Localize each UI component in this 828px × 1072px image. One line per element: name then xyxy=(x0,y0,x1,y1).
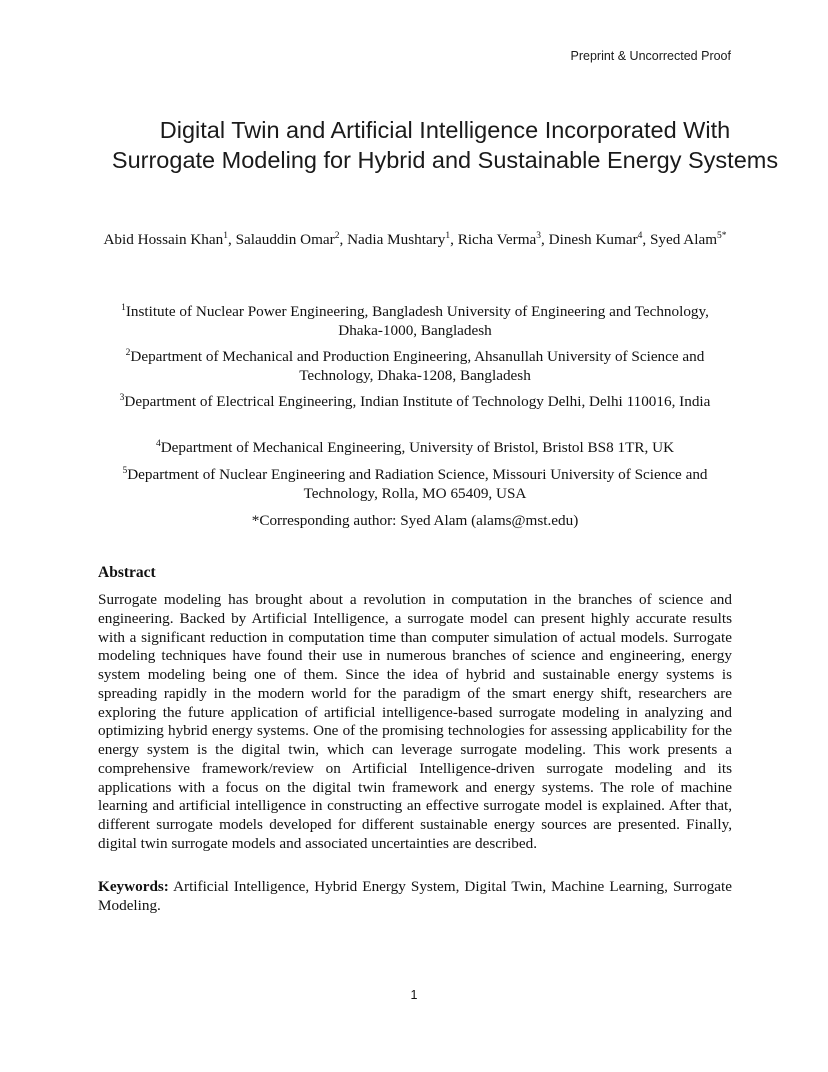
paper-title xyxy=(60,115,828,175)
author-name: Salauddin Omar xyxy=(235,231,335,248)
affiliation-text: Department of Mechanical Engineering, University of Bristol, Bristol BS8 1TR, UK xyxy=(160,439,675,456)
affiliation-1 xyxy=(98,302,732,340)
abstract-body: Surrogate modeling has brought about a revolution in computation in the branches of science and engineering. Backed by Artificial Intelligence, a surrogate model can present highly accurate results with a significant reduction in computation time than computer simulation of actual models. Surrogate modeling techniques have found their use in numerous branches of science and engineering, energy system modeling being one of them. Since the idea of hybrid and sustainable energy systems is spreading rapidly in the modern world for the paradigm of the smart energy shift, researchers are exploring the future application of artificial intelligence-based surrogate modeling in analyzing and optimizing hybrid energy systems. One of the promising technologies for assessing applicability for the energy system is the digital twin, which can leverage surrogate modeling. This work presents a comprehensive framework/review on Artificial Intelligence-driven surrogate modeling and its applications with a focus on the digital twin framework and energy systems. The role of machine learning and artificial intelligence in constructing an effective surrogate model is explained. After that, different surrogate models developed for different sustainable energy sources are presented. Finally, digital twin surrogate models and associated uncertainties are described. xyxy=(98,591,732,852)
author-name: Nadia Mushtary xyxy=(347,231,446,248)
corresponding-author: *Corresponding author: Syed Alam (alams@mst.edu) xyxy=(251,512,579,529)
affiliation-mark: 2 xyxy=(125,347,131,358)
author-affiliation-mark: 2 xyxy=(334,230,340,241)
author-separator: , xyxy=(228,231,236,248)
affiliation-text: Department of Nuclear Engineering and Radiation Science, Missouri University of Science and Technology, Rolla, MO 65409, USA xyxy=(127,466,708,502)
affiliation-text: Department of Electrical Engineering, Indian Institute of Technology Delhi, Delhi 110016, India xyxy=(124,393,711,410)
author-affiliation-mark: 5* xyxy=(717,230,727,241)
author-affiliation-mark: 3 xyxy=(536,230,542,241)
author-name: Syed Alam xyxy=(649,231,718,248)
affiliation-mark: 5 xyxy=(122,465,128,476)
preprint-note: Preprint & Uncorrected Proof xyxy=(570,49,731,63)
author-affiliation-mark: 1 xyxy=(445,230,451,241)
author-affiliation-mark: 1 xyxy=(223,230,228,241)
affiliation-5 xyxy=(98,465,732,503)
affiliation-mark: 1 xyxy=(121,302,126,313)
author-name: Abid Hossain Khan xyxy=(103,231,224,248)
title-line-2: Surrogate Modeling for Hybrid and Sustainable Energy Systems xyxy=(111,147,779,173)
affiliation-mark: 3 xyxy=(119,392,125,403)
author-separator: , xyxy=(450,231,458,248)
author-separator: , xyxy=(541,231,549,248)
affiliation-3 xyxy=(98,392,732,411)
author-separator: , xyxy=(642,231,650,248)
affiliation-mark: 4 xyxy=(155,438,161,449)
keywords-label: Keywords: xyxy=(98,878,169,895)
title-line-1: Digital Twin and Artificial Intelligence Incorporated With xyxy=(159,117,731,143)
abstract-heading: Abstract xyxy=(98,564,156,581)
affiliation-2 xyxy=(98,347,732,385)
keywords-text: Artificial Intelligence, Hybrid Energy System, Digital Twin, Machine Learning, Surrogate Modeling. xyxy=(98,878,732,914)
keywords xyxy=(98,878,732,916)
author-separator: , xyxy=(339,231,348,248)
author-name: Dinesh Kumar xyxy=(548,231,638,248)
page-number: 1 xyxy=(410,988,418,1002)
author-list xyxy=(98,230,732,249)
affiliation-4 xyxy=(98,438,732,457)
author-name: Richa Verma xyxy=(457,231,537,248)
affiliation-text: Institute of Nuclear Power Engineering, Bangladesh University of Engineering and Technology, Dhaka-1000, Bangladesh xyxy=(125,303,709,339)
affiliation-text: Department of Mechanical and Production Engineering, Ahsanullah University of Science and Technology, Dhaka-1208, Bangladesh xyxy=(130,348,705,384)
author-affiliation-mark: 4 xyxy=(637,230,643,241)
